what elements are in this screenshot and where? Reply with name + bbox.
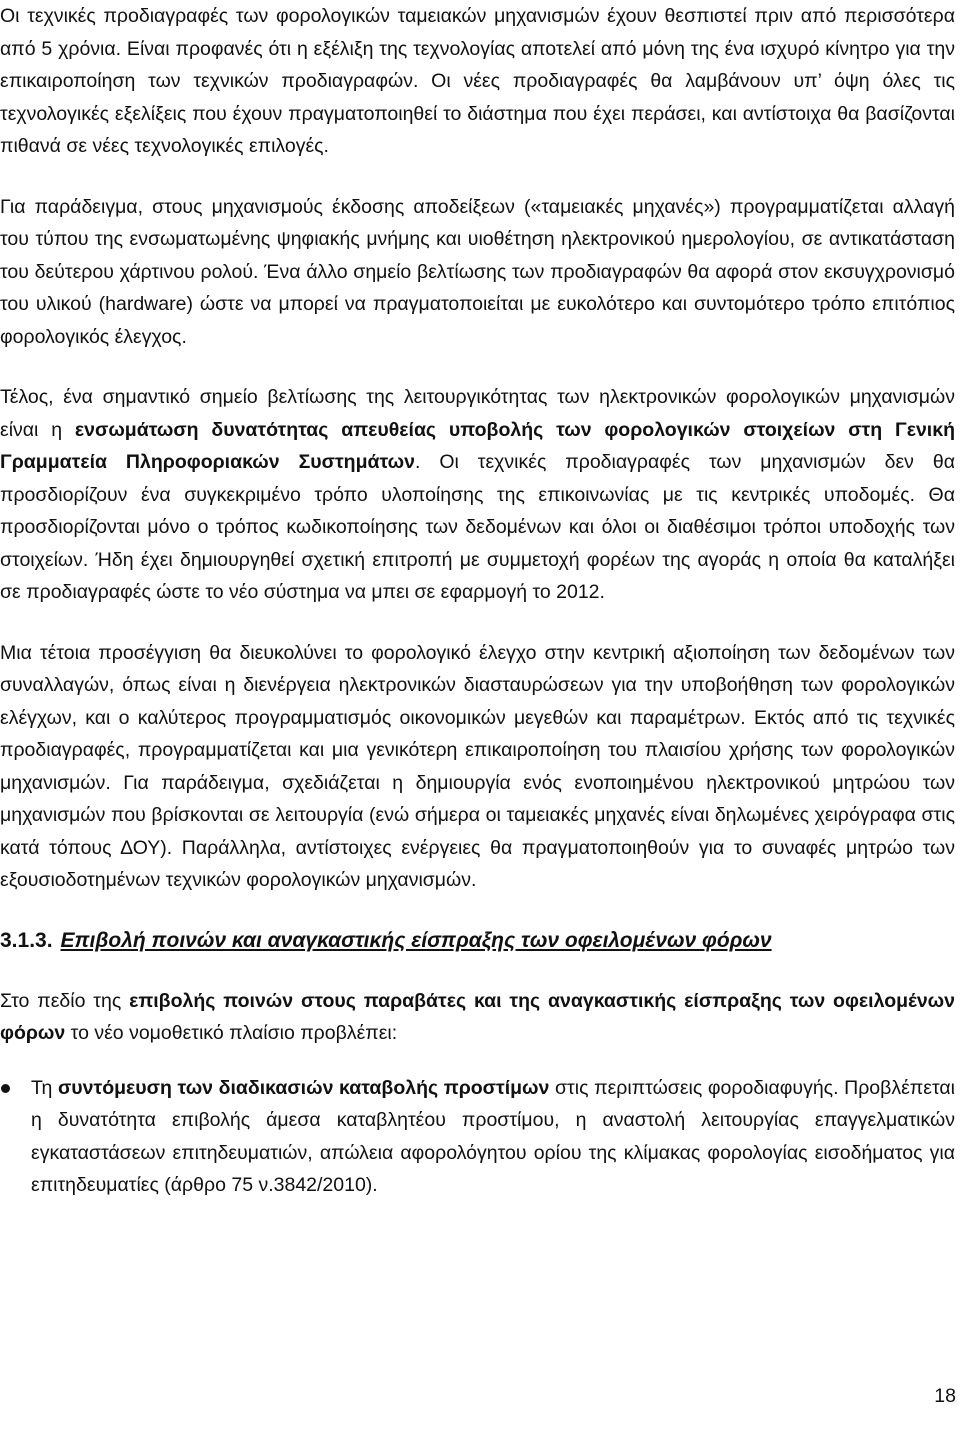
paragraph-central-data-use: Μια τέτοια προσέγγιση θα διευκολύνει το φορολογικό έλεγχο στην κεντρική αξιοποίηση των δεδομένων των συναλλαγών, όπως είναι η διενέργεια ηλεκτρονικών διασταυρώσεων για την υποβοήθηση των φορολογικών ελέγχων, και ο καλύτερος προγραμματισμός οικονομικών μεγεθών και παραμέτρων. Εκτός από τις τεχνικές προδιαγραφές, προγραμματίζεται και μια γενικότερη επικαιροποίηση του πλαισίου χρήσης των φορολογικών μηχανισμών. Για παράδειγμα, σχεδιάζεται η δημιουργία ενός ενοποιημένου ηλεκτρονικού μητρώου των μηχανισμών που βρίσκονται σε λειτουργία (ενώ σήμερα οι ταμειακές μηχανές είναι δηλωμένες χειρόγραφα στις κατά τόπους ΔΟΥ). Παράλληλα, αντίστοιχες ενέργειες θα πραγματοποιηθούν για το συναφές μητρώο των εξουσιοδοτημένων τεχνικών φορολογικών μηχανισμών.	[0, 641, 955, 891]
paragraph-direct-submission	[0, 381, 955, 609]
bullet-list	[0, 1072, 955, 1202]
paragraph-direct-submission-text-post: . Οι τεχνικές προδιαγραφές των μηχανισμών δεν θα προσδιορίζουν ένα συγκεκριμένο τρόπο υλοποίησης της επικοινωνίας με τις κεντρικές υποδομές. Θα προσδιορίζονται μόνο ο τρόπος κωδικοποίησης των δεδομένων και όλοι οι διαθέσιμοι τρόποι υποδοχής των στοιχείων. Ήδη έχει δημιουργηθεί σχετική επιτροπή με συμμετοχή φορέων της αγοράς η οποία θα καταλήξει σε προδιαγραφές ώστε το νέο σύστημα να μπει σε εφαρμογή το 2012.	[0, 451, 955, 603]
list-item-text-pre: Τη	[31, 1076, 58, 1099]
paragraph-section-intro	[0, 985, 955, 1050]
section-intro-text-pre: Στο πεδίο της	[0, 989, 130, 1012]
bullet-icon	[1, 1084, 10, 1093]
paragraph-direct-submission-emphasis: ενσωμάτωση δυνατότητας απευθείας υποβολής των φορολογικών στοιχείων στη Γενική Γραμματεία Πληροφοριακών Συστημάτων	[0, 418, 956, 473]
section-intro-text-post: το νέο νομοθετικό πλαίσιο προβλέπει:	[65, 1022, 398, 1044]
section-number: 3.1.3.	[0, 928, 53, 952]
list-item	[0, 1072, 955, 1202]
paragraph-example-cash-registers: Για παράδειγμα, στους μηχανισμούς έκδοσης αποδείξεων («ταμειακές μηχανές») προγραμματίζεται αλλαγή του τύπου της ενσωματωμένης ψηφιακής μνήμης και υιοθέτηση ηλεκτρονικού ημερολογίου, σε αντικατάσταση του δεύτερου χάρτινου ρολού. Ένα άλλο σημείο βελτίωσης των προδιαγραφών θα αφορά στον εκσυγχρονισμό του υλικού (hardware) ώστε να μπορεί να πραγματοποιείται με ευκολότερο και συντομότερο τρόπο επιτόπιος φορολογικός έλεγχος.	[0, 195, 955, 348]
section-intro-emphasis: επιβολής ποινών στους παραβάτες και της αναγκαστικής είσπραξης των οφειλομένων φόρων	[0, 989, 955, 1044]
page-number: 18	[934, 1385, 956, 1407]
section-title: Επιβολή ποινών και αναγκαστικής είσπραξης των οφειλομένων φόρων	[60, 928, 772, 952]
section-heading	[0, 925, 955, 957]
paragraph-direct-submission-text-pre: Τέλος, ένα σημαντικό σημείο βελτίωσης της λειτουργικότητας των ηλεκτρονικών φορολογικών μηχανισμών είναι η	[0, 386, 955, 441]
paragraph-technical-specifications: Οι τεχνικές προδιαγραφές των φορολογικών ταμειακών μηχανισμών έχουν θεσπιστεί πριν από περισσότερα από 5 χρόνια. Είναι προφανές ότι η εξέλιξη της τεχνολογίας αποτελεί από μόνη της ένα ισχυρό κίνητρο για την επικαιροποίηση των τεχνικών προδιαγραφών. Οι νέες προδιαγραφές θα λαμβάνουν υπ’ όψη όλες τις τεχνολογικές εξελίξεις που έχουν πραγματοποιηθεί το διάστημα που έχει περάσει, και αντίστοιχα θα βασίζονται πιθανά σε νέες τεχνολογικές επιλογές.	[0, 5, 955, 157]
list-item-emphasis: συντόμευση των διαδικασιών καταβολής προστίμων	[57, 1076, 550, 1099]
list-item-text-post: στις περιπτώσεις φοροδιαφυγής. Προβλέπεται η δυνατότητα επιβολής άμεσα καταβλητέου προστίμου, η αναστολή λειτουργίας επαγγελματικών εγκαταστάσεων επιτηδευματιών, απώλεια αφορολόγητου ορίου της κλίμακας φορολογίας εισοδήματος για επιτηδευματίες (άρθρο 75 ν.3842/2010).	[31, 1076, 955, 1196]
